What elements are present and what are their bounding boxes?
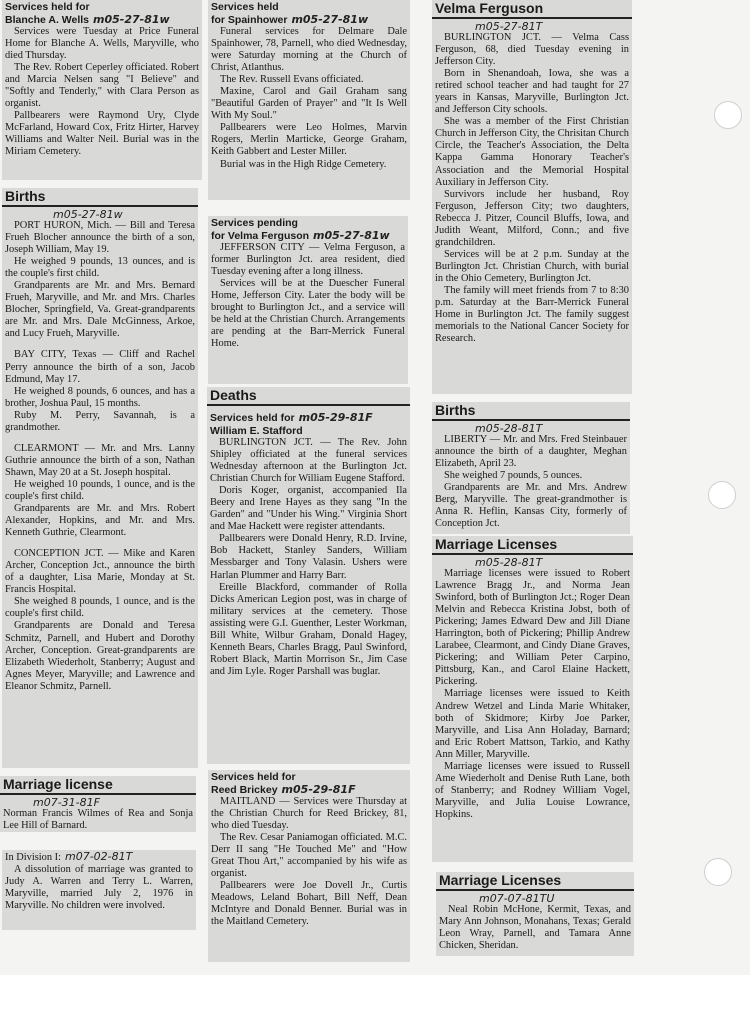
ferguson-heading: Velma Ferguson [432,0,632,19]
ferguson-para: Services will be at 2 p.m. Sunday at the Burlington Jct. Christian Church, with burial in the Ohio Cemetery, Burlington Jct. [435,248,629,284]
marriage-licenses-para: Marriage licenses were issued to Russell Ame Wiederholt and Denise Ruth Lane, both of Stanberry; and Rodney William Vogel, Maryville, and Julia Louise Lowrance, Hopkins. [435,760,630,820]
stafford-heading: William E. Stafford [210,425,303,437]
spacer [5,539,195,548]
ferguson-pending-para: JEFFERSON CITY — Velma Ferguson, a former Burlington Jct. area resident, died Tuesday evening after a long illness. [211,242,405,278]
handwritten-date: m05-27-81w [53,208,123,221]
clipping-division [2,850,196,930]
handwritten-date: m05-29-81F [281,783,356,796]
births-para: CLEARMONT — Mr. and Mrs. Lanny Guthrie announce the birth of a son, Nathan Shawn, May 20 at a St. Joseph hospital. [5,442,195,478]
clipping-deaths [207,387,410,764]
births-para: Ruby M. Perry, Savannah, is a grandmother. [5,409,195,433]
births-para: Grandparents are Mr. and Mrs. Bernard Frueh, Maryville, and Mr. and Mrs. Charles Blocher, Springfield, Va. Great-grandparents are Mr. and Mrs. Dale McGinness, Arkoe, and Lucy Frueh, Maryville. [5,280,195,340]
brickey-para: The Rev. Cesar Paniamogan officiated. M.C. Derr II sang "He Touched Me" and "How Great Thou Art," accompanied by his wife as organist. [211,832,407,880]
marriage-licenses-2-para: Neal Robin McHone, Kermit, Texas, and Mary Ann Johnson, Monahans, Texas; Gerald Leon Wray, Parnell, and Tamara Anne Chicken, Sheridan. [439,904,631,952]
marriage-licenses-para: Marriage licenses were issued to Robert Lawrence Bragg Jr., and Norma Jean Swinford, both of Burlington Jct.; Roger Dean Melvin and Rebecca Kristina Jobst, both of Pickering; James Edward Dew and Jill Diane Harrington, both of Pickering; Phillip Andrew Larabee, Clearmont, and Cindy Diane Graves, Pickering; and William Peter Carpino, Pittsburg, Kan., and Carol Elaine Hackett, Pickering. [435,568,630,688]
wells-para: The Rev. Robert Ceperley officiated. Robert and Marcia Nelsen sang "I Believe" and "Softly and Tenderly," with Clara Person as organist. [5,62,199,110]
clipping-births-right [432,402,630,534]
births-para: CONCEPTION JCT. — Mike and Karen Archer, Conception Jct., announce the birth of a daughter, Lisa Marie, Monday at St. Francis Hospital. [5,548,195,596]
handwritten-date: m05-27-81w [313,229,390,242]
births-left-heading: Births [2,188,198,207]
clipping-brickey [208,770,410,962]
spainhower-para: Funeral services for Delmare Dale Spainhower, 78, Parnell, who died Wednesday, were Saturday morning at the Church of Christ, Atlanthus. [211,26,407,74]
binder-hole-bottom [704,858,732,886]
clipping-wells [2,0,202,180]
wells-heading-line1: Services held for [5,1,90,13]
brickey-heading-line1: Services held for [211,771,296,783]
ferguson-pending-heading: for Velma Ferguson m05-27-81w [211,229,390,242]
clipping-spainhower [208,0,410,200]
marriage-licenses-heading: Marriage Licenses [432,536,633,555]
handwritten-date: m05-29-81F [298,411,373,424]
stafford-para: Ereille Blackford, commander of Rolla Dicks American Legion post, was in charge of military services at the cemetery. Those assisting were G.I. Guenther, Lester Workman, Bill White, Wilbur Graham, Donald Hagey, Kenneth Bears, Charles Bragg, Paul Swinford, Robert Black, Martin Morrison Sr., Jim Case and Jim Lyle. Roger Parshall was buglar. [210,581,407,677]
spainhower-para: The Rev. Russell Evans officiated. [220,74,364,86]
ferguson-para: BURLINGTON JCT. — Velma Cass Ferguson, 68, died Tuesday evening in Jefferson City. [435,32,629,68]
ferguson-para: Born in Shenandoah, Iowa, she was a retired school teacher and had taught for 27 years in Kansas, Maryville, Burlington Jct. and Jefferson City schools. [435,68,629,116]
wells-heading: Blanche A. Wells m05-27-81w [5,13,170,26]
clipping-marriage-licenses [432,536,633,862]
spainhower-para: Pallbearers were Leo Holmes, Marvin Rogers, Merlin Marticke, George Graham, Keith Gabbert and Lester Miller. [211,122,407,158]
stafford-heading-line1: Services held for m05-29-81F [210,411,373,424]
births-right-heading: Births [432,402,630,421]
wells-para: Services were Tuesday at Price Funeral Home for Blanche A. Wells, Maryville, who died Thursday. [5,26,199,62]
births-para: He weighed 10 pounds, 1 ounce, and is the couple's first child. [5,478,195,502]
clipping-marriage-license [0,776,196,832]
division-label-row: In Division I: m07-02-81T [5,850,133,863]
births-para: Grandparents are Mr. and Mrs. Robert Alexander, Hopkins, and Mr. and Mrs. Kenneth Guthrie, Clearmont. [5,503,195,539]
clipping-ferguson-pending [208,216,408,384]
ferguson-para: Survivors include her husband, Roy Ferguson, Jefferson City; two daughters, Rebecca J. Pitzer, Council Bluffs, Iowa, and Judith Weant, Milford, Conn.; and five grandchildren. [435,188,629,248]
ferguson-para: The family will meet friends from 7 to 8:30 p.m. Saturday at the Barr-Merrick Funeral Home in Burlington Jct. The family suggest memorials to the National Cancer Society for Research. [435,284,629,345]
births-para: BAY CITY, Texas — Cliff and Rachel Perry announce the birth of a son, Jacob Edmund, May 17. [5,349,195,385]
handwritten-date: m07-02-81T [65,850,133,863]
marriage-licenses-2-heading: Marriage Licenses [436,872,634,891]
births-para: He weighed 8 pounds, 6 ounces, and has a brother, Joshua Paul, 15 months. [5,385,195,409]
births-para: Grandparents are Donald and Teresa Schmitz, Parnell, and Hubert and Dorothy Archer, Conception. Great-grandparents are Elizabeth Wiederholt, Stanberry; August and Agnes Meyer, Maryville; and Lawrence and Eleanor Schmitz, Parnell. [5,620,195,692]
handwritten-date: m05-28-81T [475,556,543,569]
handwritten-date: m05-27-81w [291,13,369,26]
spacer [5,434,195,443]
handwritten-date: m05-28-81T [475,422,543,435]
clipping-ferguson-obit [432,0,632,394]
ferguson-para: She was a member of the First Christian Church in Jefferson City, the Chrisitan Church Circle, the Teacher's Association, the Delta Kappa Gamma Honorary Teacher's Association and the Memorial Hospital Auxiliary in Jefferson City. [435,116,629,188]
births-right-para: She weighed 7 pounds, 5 ounces. [444,470,583,482]
marriage-license-heading: Marriage license [0,776,196,795]
brickey-para: MAITLAND — Services were Thursday at the Christian Church for Reed Brickey, 81, who died Tuesday. [211,796,407,832]
stafford-para: Pallbearers were Donald Henry, R.D. Irvine, Bob Hackett, Stanley Sanders, William Messbarger and Tony Valasin. Ushers were Harlan Plummer and Harry Barr. [210,533,407,581]
spainhower-heading: for Spainhower m05-27-81w [211,13,369,26]
handwritten-date: m07-07-81TU [479,892,555,905]
spacer [5,340,195,349]
clipping-marriage-licenses-2 [436,872,634,956]
births-right-para: Grandparents are Mr. and Mrs. Andrew Berg, Maryville. The great-grandmother is Anna R. Heflin, Kansas City, formerly of Conception Jct. [435,482,627,530]
stafford-para: Doris Koger, organist, accompanied Ila Beery and Irene Hayes as they sang "In the Garden" and "Under his Wing." Virginia Short and Mae Hackett were register attendants. [210,485,407,533]
births-right-para: LIBERTY — Mr. and Mrs. Fred Steinbauer announce the birth of a daughter, Meghan Elizabeth, April 23. [435,434,627,470]
brickey-heading: Reed Brickey m05-29-81F [211,783,356,796]
marriage-license-text: Norman Francis Wilmes of Rea and Sonja Lee Hill of Barnard. [3,808,193,832]
marriage-licenses-para: Marriage licenses were issued to Keith Andrew Wetzel and Linda Marie Whitaker, both of Skidmore; Kirby Joe Parker, Maryville, and Lisa Ann Holaday, Barnard; and Eric Robert Mattson, Tarkio, and Kathy Ann Miller, Maryville. [435,688,630,760]
births-para: PORT HURON, Mich. — Bill and Teresa Frueh Blocher announce the birth of a son, Joseph William, May 19. [5,220,195,256]
spainhower-heading-line1: Services held [211,1,279,13]
handwritten-date: m05-27-81w [93,13,170,26]
ferguson-pending-heading-line1: Services pending [211,217,298,229]
handwritten-date: m07-31-81F [33,796,100,809]
division-text: A dissolution of marriage was granted to Judy A. Warren and Terry L. Warren, Maryville, married July 2, 1976 in Maryville. No children were involved. [5,864,193,912]
births-para: He weighed 9 pounds, 13 ounces, and is the couple's first child. [5,256,195,280]
stafford-para: BURLINGTON JCT. — The Rev. John Shipley officiated at the funeral services Wednesday afternoon at the Burlington Jct. Christian Church for William Eugene Stafford. [210,437,407,485]
spainhower-para: Burial was in the High Ridge Cemetery. [220,158,387,170]
spainhower-para: Maxine, Carol and Gail Graham sang "Beautiful Garden of Prayer" and "It Is Well With My Soul." [211,86,407,122]
clipping-births-left [2,188,198,768]
deaths-heading: Deaths [207,387,410,406]
binder-hole-top [714,101,742,129]
brickey-para: Pallbearers were Joe Dovell Jr., Curtis Meadows, Leland Bohart, Bill Neff, Dean McIntyre and Donald Benner. Burial was in the Maitland Cemetery. [211,880,407,928]
ferguson-pending-para: Services will be at the Duescher Funeral Home, Jefferson City. Later the body will be brought to Burlington Jct., and a service will be held at the Christian Church. Arrangements are pending at the Barr-Merrick Funeral Home. [211,278,405,350]
births-para: She weighed 8 pounds, 1 ounce, and is the couple's first child. [5,596,195,620]
handwritten-date: m05-27-81T [475,20,543,33]
binder-hole-middle [708,481,736,509]
wells-para: Pallbearers were Raymond Ury, Clyde McFarland, Howard Cox, Fritz Hirter, Harvey Williams and Walter Neil. Burial was in the Miriam Cemetery. [5,110,199,158]
